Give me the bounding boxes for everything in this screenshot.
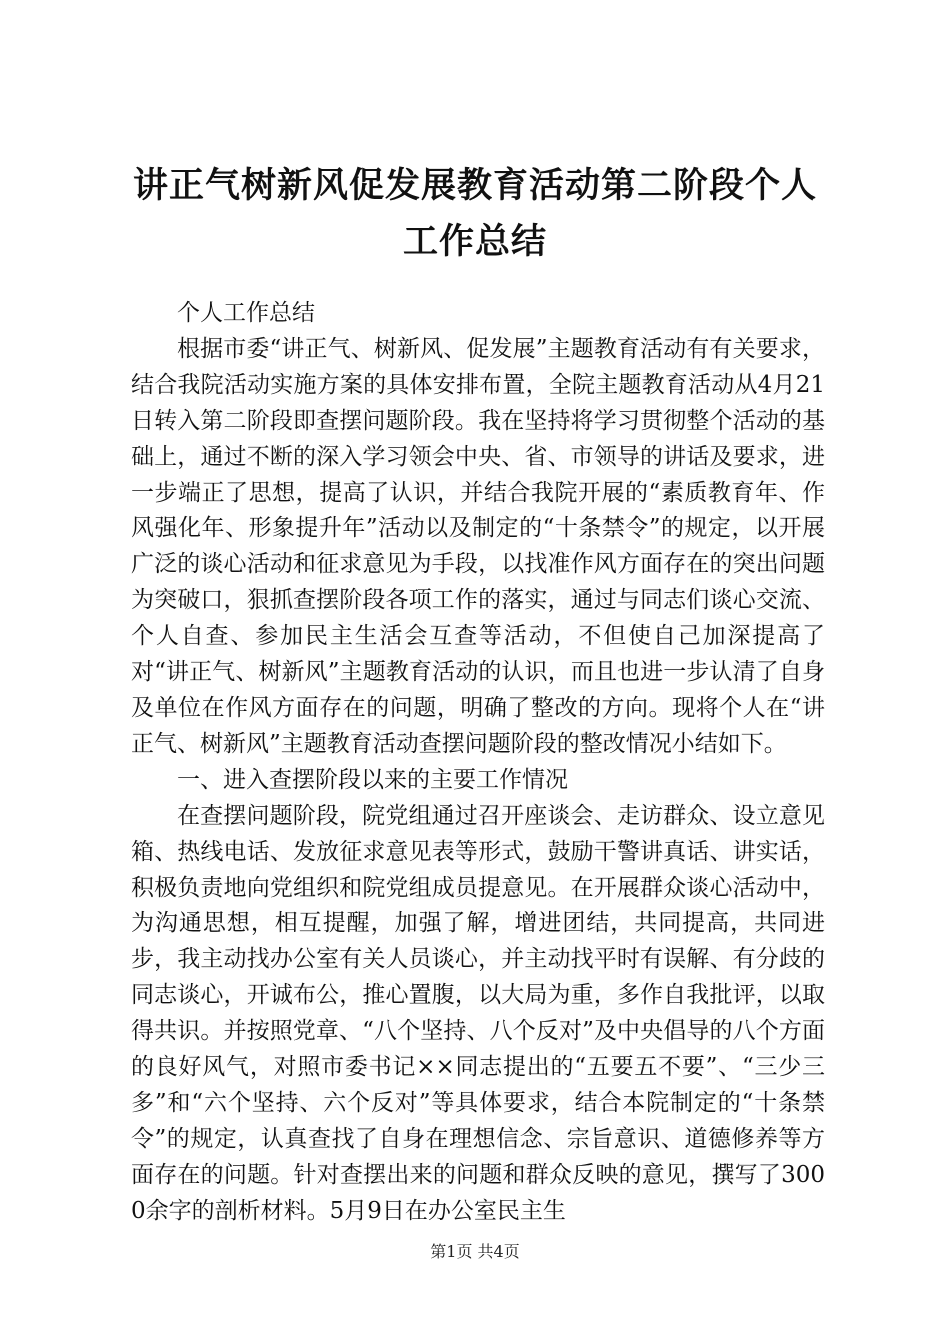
- paragraph-intro: 根据市委“讲正气、树新风、促发展”主题教育活动有有关要求，结合我院活动实施方案的具体安排布置，全院主题教育活动从4月21日转入第二阶段即查摆问题阶段。我在坚持将学习贯彻整个活动的基础上，通过不断的深入学习领会中央、省、市领导的讲话及要求，进一步端正了思想，提高了认识，并结合我院开展的“素质教育年、作风强化年、形象提升年”活动以及制定的“十条禁令”的规定，以开展广泛的谈心活动和征求意见为手段，以找准作风方面存在的突出问题为突破口，狠抓查摆阶段各项工作的落实，通过与同志们谈心交流、个人自查、参加民主生活会互查等活动，不但使自己加深提高了对“讲正气、树新风”主题教育活动的认识，而且也进一步认清了自身及单位在作风方面存在的问题，明确了整改的方向。现将个人在“讲正气、树新风”主题教育活动查摆问题阶段的整改情况小结如下。: [131, 335, 825, 757]
- document-title: 讲正气树新风促发展教育活动第二阶段个人工作总结: [132, 166, 817, 262]
- section-heading-1: 一、进入查摆阶段以来的主要工作情况: [177, 766, 568, 793]
- page-number-footer: 第1页 共4页: [430, 1242, 520, 1261]
- paragraph-section-1: 在查摆问题阶段，院党组通过召开座谈会、走访群众、设立意见箱、热线电话、发放征求意见表等形式，鼓励干警讲真话、讲实话，积极负责地向党组织和院党组成员提意见。在开展群众谈心活动中，为沟通思想，相互提醒，加强了解，增进团结，共同提高，共同进步，我主动找办公室有关人员谈心，并主动找平时有误解、有分歧的同志谈心，开诚布公，推心置腹，以大局为重，多作自我批评，以取得共识。并按照党章、“八个坚持、八个反对”及中央倡导的八个方面的良好风气，对照市委书记××同志提出的“五要五不要”、“三少三多”和“六个坚持、六个反对”等具体要求，结合本院制定的“十条禁令”的规定，认真查找了自身在理想信念、宗旨意识、道德修养等方面存在的问题。针对查摆出来的问题和群众反映的意见，撰写了3000余字的剖析材料。5月9日在办公室民主生: [131, 802, 825, 1224]
- document-body: [131, 296, 825, 1230]
- document-subtitle: 个人工作总结: [177, 300, 315, 326]
